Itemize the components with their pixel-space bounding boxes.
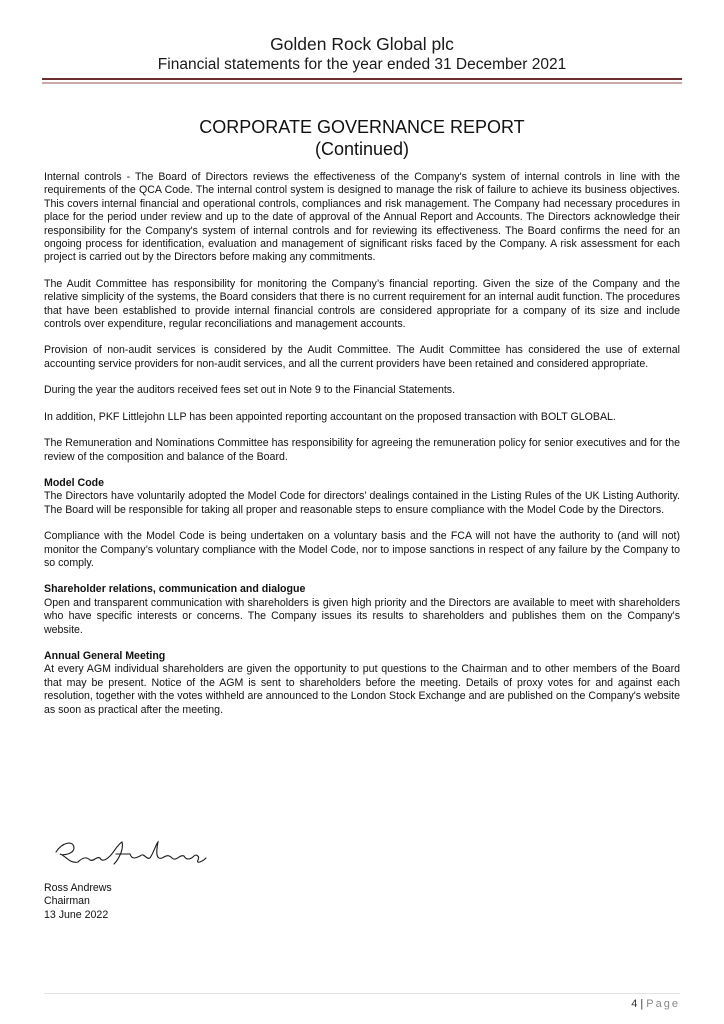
company-name: Golden Rock Global plc [270,34,454,54]
paragraph-audit-committee: The Audit Committee has responsibility for monitoring the Company’s financial reporting. Given the size of the Company and the relative simplicity of the systems, the Board considers that there is no current requirement for an internal audit function. The procedures that have been established to provide internal financial controls are considered appropriate for a company of its size and include controls over expenditure, regular reconciliations and management accounts. [44,277,680,331]
page-label: Page [646,998,680,1010]
signatory-name: Ross Andrews [44,882,112,894]
report-title-line2: (Continued) [314,139,410,159]
signature-stroke [56,842,206,864]
header-rule-dark [42,78,682,80]
signatory-role: Chairman [44,895,90,908]
report-body [44,171,680,730]
page-footer [631,998,680,1010]
handwritten-signature [52,834,212,870]
paragraph-model-code-2: Compliance with the Model Code is being undertaken on a voluntary basis and the FCA will not have the authority to (and will not) monitor the Company’s voluntary compliance with the Model Code, nor to impose sanctions in respect of any failure by the Company to so comply. [44,530,680,569]
header-rule-light [42,82,682,84]
paragraph-non-audit: Provision of non-audit services is considered by the Audit Committee. The Audit Committee has considered the use of external accounting service providers for non-audit services, and all the current providers have been retained and considered appropriate. [44,344,680,370]
paragraph-remuneration: The Remuneration and Nominations Committee has responsibility for agreeing the remuneration policy for senior executives and for the review of the composition and balance of the Board. [44,437,680,463]
heading-agm: Annual General Meeting [44,649,166,662]
statement-subtitle: Financial statements for the year ended 31 December 2021 [157,56,567,73]
signoff-date: 13 June 2022 [44,908,109,921]
paragraph-internal-controls: Internal controls - The Board of Directors reviews the effectiveness of the Company's system of internal controls in line with the requirements of the QCA Code. The internal control system is designed to manage the risk of failure to achieve its business objectives. This covers internal financial and operational controls, compliances and risk management. The Company had necessary procedures in place for the period under review and up to the date of approval of the Annual Report and Accounts. The Directors acknowledge their responsibility for the Company's system of internal controls and for reviewing its effectiveness. The Board confirms the need for an ongoing process for identification, evaluation and management of significant risks faced by the Company. A risk assessment for each project is carried out by the Directors before making any commitments. [44,171,680,264]
paragraph-model-code-1: The Directors have voluntarily adopted the Model Code for directors’ dealings contained in the Listing Rules of the UK Listing Authority. The Board will be responsible for taking all proper and reasonable steps to ensure compliance with the Model Code by the Directors. [44,490,680,516]
report-title [0,116,724,160]
paragraph-pkf: In addition, PKF Littlejohn LLP has been appointed reporting accountant on the proposed transaction with BOLT GLOBAL. [44,410,616,423]
report-title-line1: CORPORATE GOVERNANCE REPORT [199,117,525,137]
paragraph-auditor-fees: During the year the auditors received fees set out in Note 9 to the Financial Statements. [44,384,456,397]
heading-shareholder-relations: Shareholder relations, communication and dialogue [44,583,306,596]
signoff-block [44,882,112,922]
page-separator: | [640,998,644,1010]
paragraph-agm: At every AGM individual shareholders are given the opportunity to put questions to the Chairman and to other members of the Board that may be present. Notice of the AGM is sent to shareholders before the meeting. Details of proxy votes for and against each resolution, together with the votes withheld are announced to the London Stock Exchange and are published on the Company's website as soon as practical after the meeting. [44,663,680,716]
footer-rule [44,993,680,994]
paragraph-shareholder-relations: Open and transparent communication with shareholders is given high priority and the Directors are available to meet with shareholders who have specific interests or concerns. The Company issues its results to shareholders and publishes them on the Company's website. [44,596,680,636]
page-header [0,34,724,74]
page-number: 4 [631,998,638,1010]
heading-model-code: Model Code [44,476,105,489]
